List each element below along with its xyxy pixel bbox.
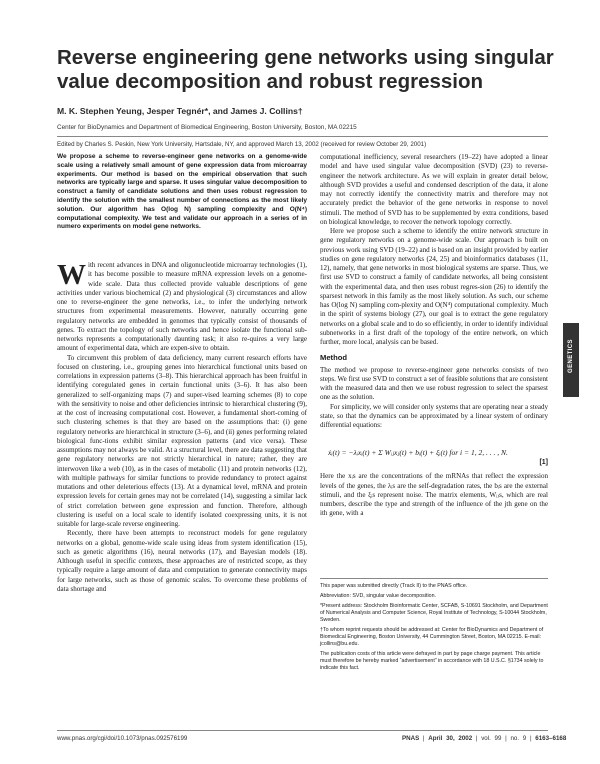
equation-1: [320, 436, 548, 472]
footer-divider: [57, 730, 548, 731]
footnotes: [320, 583, 548, 675]
doi-link[interactable]: www.pnas.org/cgi/doi/10.1073/pnas.092576199: [57, 735, 188, 742]
section-side-tab: [563, 323, 579, 397]
section-heading-method: Method: [320, 353, 347, 363]
paper-title: Reverse engineering gene networks using singular value decomposition and robust regression: [57, 46, 554, 93]
left-column: [57, 261, 307, 594]
issue-number: no. 9: [510, 735, 527, 742]
intro-paragraph-2: To circumvent this problem of data deficiency, many current research efforts have focused on clustering, i.e., grouping genes into hierarchical functional units based on correlations in expression patterns (3–8). This hierarchical approach has been fruitful in identifying coregulated genes in certain functional units (3–6). It has also been generalized to self-organizing maps (7) and super-vised learning schemes (8) to cope with the sensitivity to noise and other deficiencies intrinsic to hierarchical clustering (9), at the cost of increasing computational cost. However, a fundamental short-coming of such clustering schemes is that they are based on the assumptions that: (i) gene regulatory networks are hierarchical in structure (3–6), and (ii) genes performing related biological func-tions exhibit similar expression patterns (and vice versa). These assumptions may not always be valid. At a structural level, there are data suggesting that gene regulatory networks are not strictly hierarchical in nature; rather, they are interwoven like a web (10), as in the cases of metabolic (11) and protein networks (12), with multiple pathways for similar functions to provide redundancy to protect against mutations and other deleterious effects (13). At a dynamical level, mRNA and protein expression levels for certain genes may not be correlated (14), suggesting a similar lack of strict correlation between gene expression and function. Therefore, although clustering is useful on a local scale to identify isolated coexpressing units, it is not suitable for large-scale reverse engineering.: [57, 353, 307, 528]
footnote: †To whom reprint requests should be addressed at: Center for BioDynamics and Department of Biomedical Engineering, Boston University, 44 Cummington Street, Boston, MA 02215. E-mail: jcollins@bu.edu.: [320, 627, 544, 647]
equation-text: ẋᵢ(t) = −λᵢxᵢ(t) + Σ Wᵢⱼxⱼ(t) + bᵢ(t) + ξᵢ(t) for i = 1, 2, . . . , N.: [328, 448, 508, 458]
body-paragraph-1: computational inefficiency, several researchers (19–22) have adopted a linear model and have used singular value decomposition (SVD) (23) to reverse-engineer the network architecture. As we will explain in greater detail below, although SVD provides a useful and condensed description of the data, it alone may not correctly identify the connectivity matrix and therefore may not accurately predict the behavior of the gene networks in response to novel stimuli. The method of SVD has to be supplemented by extra conditions, based on biological knowledge, to recover the network topology correctly.: [320, 153, 548, 226]
journal-name: PNAS: [402, 735, 420, 742]
divider: [57, 136, 548, 137]
method-paragraph-3: Here the xᵢs are the concentrations of the mRNAs that reflect the expression levels of the genes, the λᵢs are the self-degradation rates, the bᵢs are the external stimuli, and the ξᵢs represent noise. The matrix elements, Wᵢⱼs, which are real numbers, describe the type and strength of the influence of the jth gene on the ith gene, with a: [320, 472, 548, 518]
right-column: [320, 153, 548, 519]
abstract: [57, 153, 307, 232]
body-paragraph-2: Here we propose such a scheme to identify the entire network structure in gene regulatory networks on a genome-wide scale. Our approach is built on previous work using SVD (19–22) and is based on an insight provided by earlier studies on gene regulatory networks (24, 25) and bioinformatics databases (11, 12), namely, that gene networks in most biological systems are sparse. Thus, we first use SVD to construct a family of candidate networks, all being consistent with the experimental data, and then uses robust regres-sion (26) to identify the sparsest network in this family as the most likely solution. As such, our scheme has O(log N) sampling com-plexity and O(N⁴) computational complexity. Much in the spirit of systems biology (27), our goal is to extract the gene regulatory networks on a global scale and to do so efficiently, in order to identify individual subnetworks in a first draft of the topology of the entire network, on which further, more local, analysis can be based.: [320, 227, 548, 346]
intro-paragraph-3: Recently, there have been attempts to reconstruct models for gene regulatory networks on a global, genome-wide scale using ideas from system identification (15), such as genetic algorithms (16), neural networks (17), and Bayesian models (18). Although useful in specific contexts, these approaches are of restricted scope, as they typically require a large amount of data and computation to generate connectivity maps for large networks, such as those of genomic scales. To overcome these problems of data shortage and: [57, 529, 307, 593]
volume: vol. 99: [481, 735, 502, 742]
issue-date: April 30, 2002: [428, 735, 473, 742]
drop-cap: W: [57, 259, 86, 291]
edited-by: Edited by Charles S. Peskin, New York University, Hartsdale, NY, and approved March 13, 2002 (received for review October 29, 2001): [57, 141, 427, 148]
abstract-text: We propose a scheme to reverse-engineer gene networks on a genome-wide scale using a relatively small amount of gene expression data from microarray experiments. Our method is based on the empirical observation that such networks are typically large and sparse. It uses singular value decomposition to construct a family of candidate solutions and then uses robust regression to identify the solution with the smallest number of connections as the most likely solution. Our algorithm has O(log N) sampling complexity and O(N⁴) computational complexity. We test and validate our approach in a series of in numero experiments on model gene networks.: [57, 153, 307, 231]
footnote: The publication costs of this article were defrayed in part by page charge payment. This article must therefore be hereby marked “advertisement” in accordance with 18 U.S.C. §1734 solely to indicate this fact.: [320, 651, 544, 671]
footnote: *Present address: Stockholm Bioinformatic Center, SCFAB, S-10691 Stockholm, and Department of Numerical Analysis and Computer Science, Royal Institute of Technology, S-10044 Stockholm, Sweden.: [320, 603, 548, 623]
footnote: This paper was submitted directly (Track II) to the PNAS office.: [320, 583, 468, 589]
footnote-divider: [320, 578, 548, 579]
method-paragraph-2: For simplicity, we will consider only systems that are operating near a steady state, so that the dynamics can be approximated by a linear system of ordinary differential equations:: [320, 402, 548, 429]
author-list: M. K. Stephen Yeung, Jesper Tegnér*, and James J. Collins†: [57, 106, 303, 116]
affiliation: Center for BioDynamics and Department of Biomedical Engineering, Boston University, Boston, MA 02215: [57, 124, 357, 131]
footnote: Abbreviation: SVD, singular value decomposition.: [320, 593, 437, 599]
intro-paragraph-1: ith recent advances in DNA and oligonucleotide microarray technologies (1), it has become possible to measure mRNA expression levels on a genome-wide scale. Data thus collected provide valuable descriptions of gene activities under various biochemical (2) and physiological (3) circumstances and allow one to reverse-engineer the gene networks, i.e., to infer the underlying network structures from experimental measurements. However, naturally occurring gene regulatory networks are embedded in genomes that typically consist of thousands of genes. To extract the topology of such networks and hence isolate the functional sub-networks represents a computationally daunting task; it also re-quires a very large amount of experimental data, which are expen-sive to obtain.: [57, 261, 307, 353]
equation-number: [1]: [539, 459, 548, 467]
journal-citation: PNAS | April 30, 2002 | vol. 99 | no. 9 | 6163–6168: [402, 735, 567, 742]
side-tab-label: GENETICS: [568, 339, 574, 373]
method-paragraph-1: The method we propose to reverse-engineer gene networks consists of two steps. We first use SVD to construct a set of feasible solutions that are consistent with the measured data and then we use robust regression to select the sparsest one as the solution.: [320, 365, 548, 402]
page-range: 6163–6168: [535, 735, 567, 742]
